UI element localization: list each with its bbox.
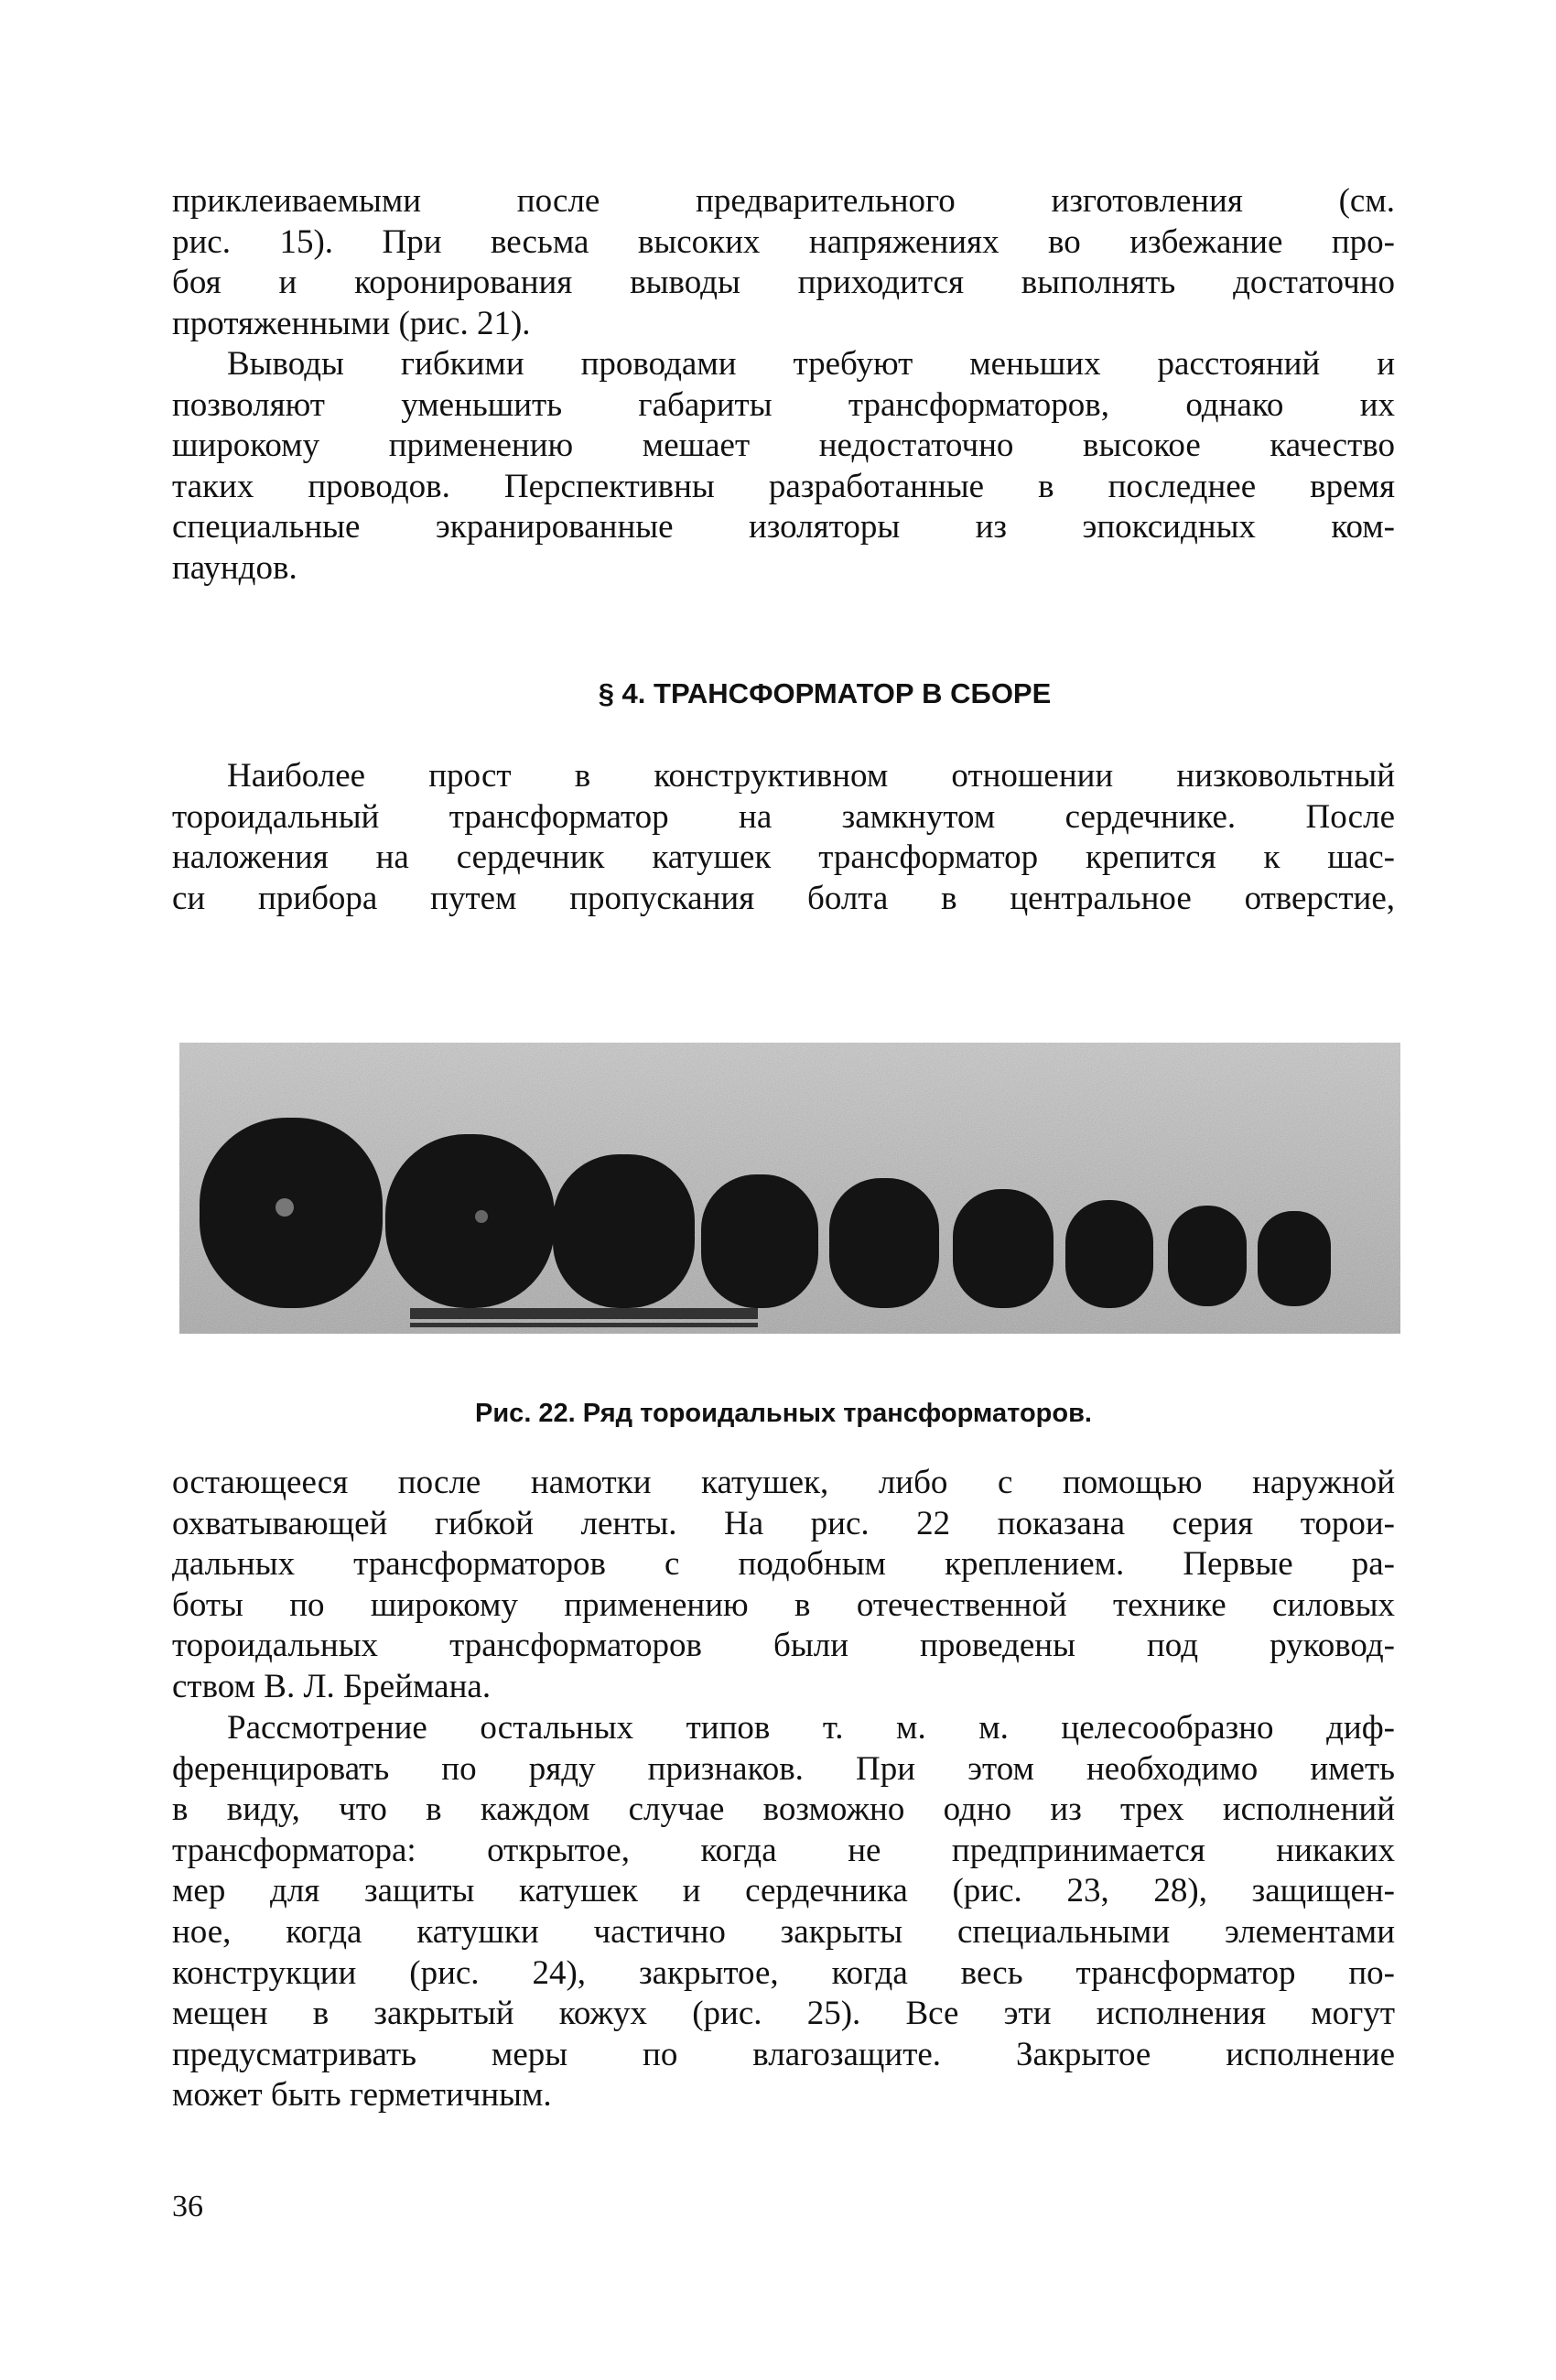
text-line: предусматривать меры по влагозащите. Закрытое исполнение — [172, 2035, 1395, 2073]
text-line: паундов. — [172, 548, 297, 587]
text-line: наложения на сердечник катушек трансформатор крепится к шас- — [172, 838, 1395, 877]
ruler — [410, 1308, 758, 1327]
text-line: может быть герметичным. — [172, 2076, 552, 2115]
text-line: специальные экранированные изоляторы из эпоксидных ком- — [172, 508, 1395, 546]
text-line: Рассмотрение остальных типов т. м. м. целесообразно диф- — [227, 1709, 1395, 1747]
text-line: конструкции (рис. 24), закрытое, когда весь трансформатор по- — [172, 1953, 1395, 1992]
paragraph-4 — [172, 1463, 1395, 1708]
text-line: протяженными (рис. 21). — [172, 304, 531, 342]
text-line: боя и коронирования выводы приходится выполнять достаточно — [172, 264, 1395, 302]
text-line: рис. 15). При весьма высоких напряжениях во избежание про- — [172, 222, 1395, 261]
text-line: ством В. Л. Бреймана. — [172, 1667, 492, 1705]
text-line: тороидальных трансформаторов были проведены под руковод- — [172, 1627, 1395, 1665]
text-line: охватывающей гибкой ленты. На рис. 22 показана серия торои- — [172, 1504, 1395, 1542]
text-line: мещен в закрытый кожух (рис. 25). Все эти исполнения могут — [172, 1995, 1395, 2033]
text-line: ное, когда катушки частично закрыты специальными элементами — [172, 1912, 1395, 1951]
text-line: в виду, что в каждом случае возможно одно из трех исполнений — [172, 1790, 1395, 1829]
text-line: широкому применению мешает недостаточно высокое качество — [172, 427, 1395, 465]
page-number: 36 — [172, 2190, 203, 2223]
text-line: трансформатора: открытое, когда не предпринимается никаких — [172, 1831, 1395, 1869]
text-line: боты по широкому применению в отечественной технике силовых — [172, 1585, 1395, 1624]
text-line: си прибора путем пропускания болта в центральное отверстие, — [172, 879, 1395, 917]
text-line: приклеиваемыми после предварительного изготовления (см. — [172, 182, 1395, 220]
text-line: тороидальный трансформатор на замкнутом сердечнике. После — [172, 797, 1395, 836]
text-line: мер для защиты катушек и сердечника (рис. 23, 28), защищен- — [172, 1872, 1395, 1910]
section-heading: § 4. ТРАНСФОРМАТОР В СБОРЕ — [598, 677, 1052, 709]
text-line: остающееся после намотки катушек, либо с помощью наружной — [172, 1464, 1395, 1501]
figure-caption: Рис. 22. Ряд тороидальных трансформаторов. — [475, 1399, 1092, 1428]
paragraph-5 — [172, 1708, 1395, 2116]
figure-photo-toroidal-transformers — [179, 1043, 1400, 1334]
paragraph-3 — [172, 756, 1395, 919]
text-line: ференцировать по ряду признаков. При этом необходимо иметь — [172, 1749, 1395, 1788]
text-line: позволяют уменьшить габариты трансформаторов, однако их — [172, 385, 1395, 424]
text-line: Наиболее прост в конструктивном отношении низковольтный — [227, 757, 1395, 795]
paragraph-2 — [172, 344, 1395, 590]
text-line: Выводы гибкими проводами требуют меньших расстояний и — [227, 345, 1395, 383]
paragraph-1 — [172, 181, 1395, 344]
text-line: дальных трансформаторов с подобным креплением. Первые ра- — [172, 1545, 1395, 1584]
text-line: таких проводов. Перспективны разработанные в последнее время — [172, 467, 1395, 505]
